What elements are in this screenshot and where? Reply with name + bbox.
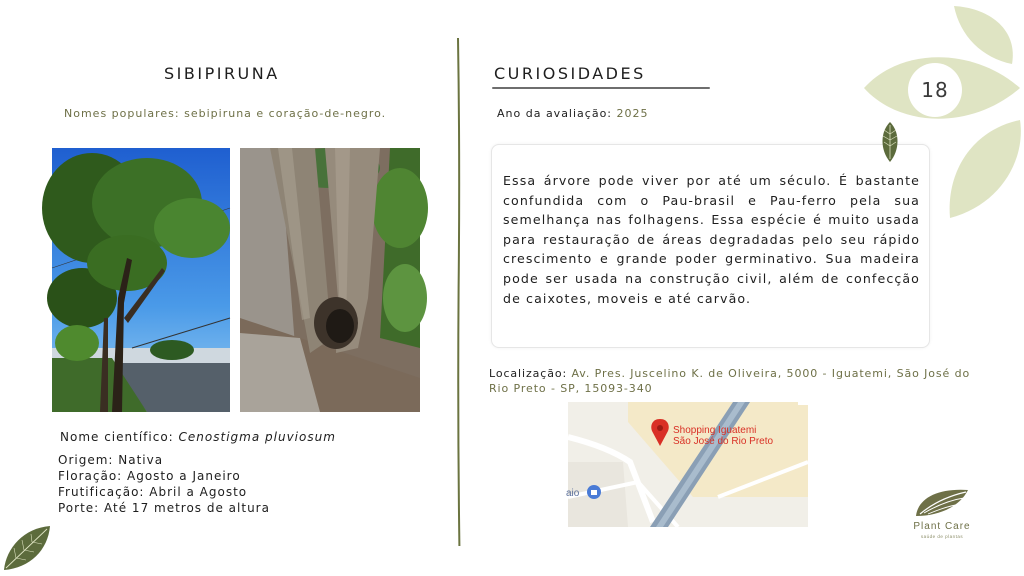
scientific-name <box>60 430 336 444</box>
curiosities-title: CURIOSIDADES <box>494 64 646 83</box>
popular-names-label: Nomes populares: <box>64 107 180 120</box>
location-address: Av. Pres. Juscelino K. de Oliveira, 5000 - Iguatemi, São José do Rio Preto - SP, 15093-340 <box>489 367 971 395</box>
flowering-info: Floração: Agosto a Janeiro <box>58 469 241 483</box>
map-place-label-1: Shopping Iguatemi <box>673 425 757 436</box>
evaluation-year <box>497 107 649 120</box>
species-title: SIBIPIRUNA <box>164 64 280 83</box>
trunk-photo <box>240 148 420 412</box>
location-label: Localização: <box>489 367 568 380</box>
logo-leaf-icon <box>914 486 970 518</box>
popular-names-value: sebipiruna e coração-de-negro. <box>184 107 387 120</box>
evaluation-year-value: 2025 <box>616 107 649 120</box>
location-map[interactable] <box>568 402 808 527</box>
origin-info: Origem: Nativa <box>58 453 164 467</box>
map-side-label: aio <box>566 488 580 499</box>
small-leaf-icon <box>878 122 902 162</box>
tree-photo <box>52 148 230 412</box>
logo-tagline: saúde de plantas <box>920 534 964 539</box>
column-divider <box>456 38 462 546</box>
popular-names <box>64 107 386 120</box>
map-shopping-icon[interactable] <box>587 485 601 499</box>
page-number: 18 <box>908 63 962 117</box>
logo-name: Plant Care <box>913 521 971 532</box>
location <box>489 366 979 396</box>
map-place-label-2: São José do Rio Preto <box>673 436 774 447</box>
evaluation-year-label: Ano da avaliação: <box>497 107 613 120</box>
plant-care-logo <box>900 486 984 546</box>
title-underline <box>492 87 710 89</box>
scientific-name-value: Cenostigma pluviosum <box>178 430 336 444</box>
corner-leaf-icon <box>2 524 52 572</box>
curiosity-text: Essa árvore pode viver por até um século. É bastante confundida com o Pau-brasil e Pau-ferro pela sua semelhança nas folhagens. Essa espécie é muito usada para restauração de áreas degradadas pelo seu rápido crescimento e grande poder germinativo. Sua madeira pode ser usada na construção civil, além de confecção de caixotes, moveis e até carvão. <box>503 173 920 306</box>
scientific-name-label: Nome científico: <box>60 430 174 444</box>
fruiting-info: Frutificação: Abril a Agosto <box>58 485 248 499</box>
height-info: Porte: Até 17 metros de altura <box>58 501 270 515</box>
